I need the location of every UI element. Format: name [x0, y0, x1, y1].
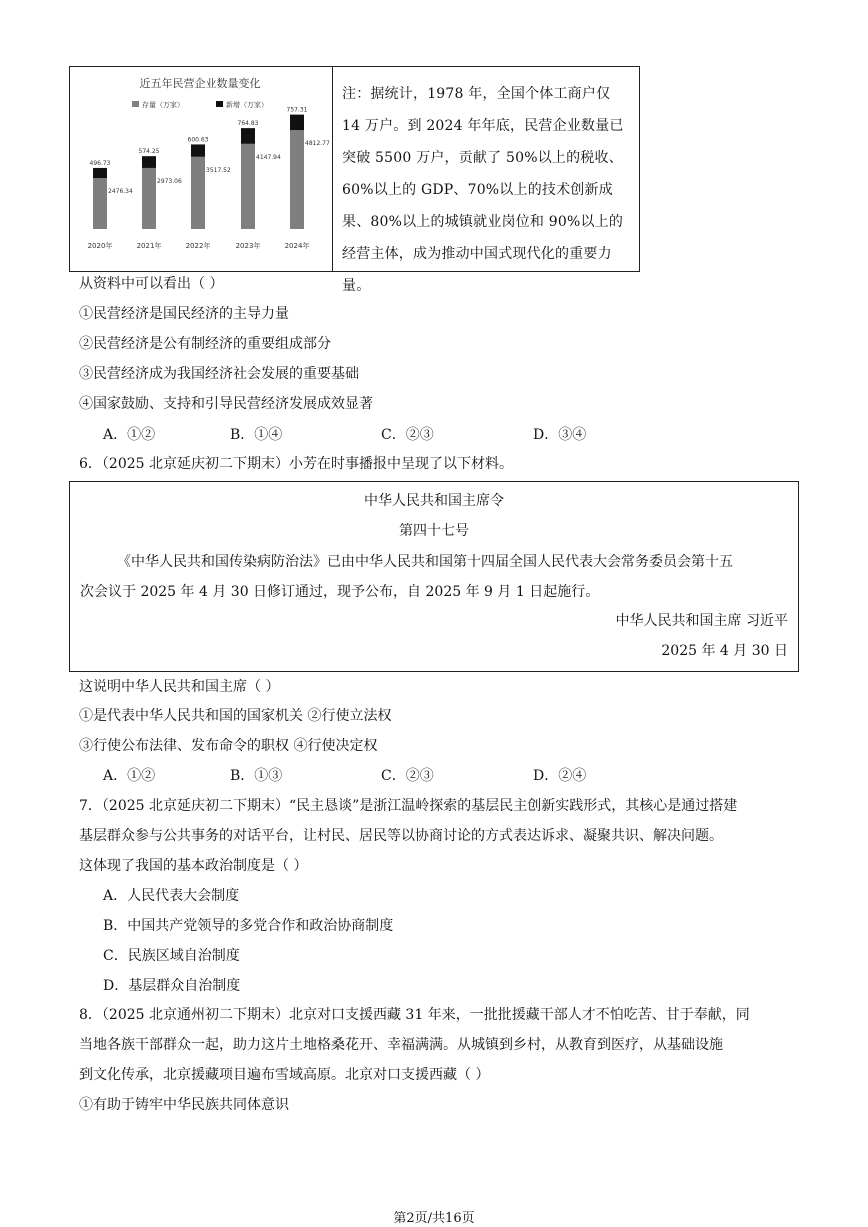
enterprise-bar-chart: [70, 67, 332, 271]
q7-option-b[interactable]: B．中国共产党领导的多党合作和政治协商制度: [103, 918, 394, 934]
label-stock-3: 4147.94: [256, 153, 281, 161]
chart-cell: [70, 67, 333, 271]
label-stock-1: 2973.06: [157, 177, 182, 185]
q7-line-1: 7．（2025 北京延庆初二下期末）“民主恳谈”是浙江温岭探索的基层民主创新实践形式，其核心是通过搭建: [79, 798, 738, 814]
q7-option-a[interactable]: A．人民代表大会制度: [103, 888, 240, 904]
bar-stock-1: [142, 168, 156, 229]
legend-swatch-new: [216, 101, 223, 107]
label-stock-0: 2476.34: [108, 188, 133, 196]
q7-line-3: 这体现了我国的基本政治制度是（ ）: [79, 858, 308, 874]
q5-option-b[interactable]: B．①④: [230, 427, 283, 443]
q8-line-3: 到文化传承，北京援藏项目遍布雪域高原。北京对口支援西藏（ ）: [79, 1067, 490, 1083]
bars-group: [88, 107, 330, 250]
q7-option-c[interactable]: C．民族区域自治制度: [103, 948, 240, 964]
bar-stock-4: [290, 130, 304, 229]
legend-label-stock: 存量（万家）: [142, 101, 184, 109]
label-new-3: 764.83: [237, 120, 259, 128]
presidential-order-box: [69, 481, 799, 672]
q6-option-d[interactable]: D．②④: [533, 768, 587, 784]
order-signature: 中华人民共和国主席 习近平: [615, 613, 788, 629]
legend-swatch-stock: [132, 101, 139, 107]
q6-items-line-2: ③行使公布法律、发布命令的职权 ④行使决定权: [79, 738, 378, 754]
q6-stem: 6．（2025 北京延庆初二下期末）小芳在时事播报中呈现了以下材料。: [79, 456, 513, 472]
order-number: 第四十七号: [399, 523, 469, 539]
q6-option-c[interactable]: C．②③: [381, 768, 434, 784]
q7-option-d[interactable]: D．基层群众自治制度: [103, 978, 241, 994]
q5-option-c[interactable]: C．②③: [381, 427, 434, 443]
label-new-4: 757.31: [286, 106, 308, 114]
q5-item-3: ③民营经济成为我国经济社会发展的重要基础: [79, 366, 359, 382]
q7-line-2: 基层群众参与公共事务的对话平台，让村民、居民等以协商讨论的方式表达诉求、凝聚共识、解决问题。: [79, 828, 723, 844]
x-tick-1: 2021年: [136, 242, 162, 250]
bar-stock-2: [191, 157, 205, 229]
q8-line-2: 当地各族干部群众一起，助力这片土地格桑花开、幸福满满。从城镇到乡村，从教育到医疗，从基础设施: [79, 1037, 723, 1053]
chart-title: 近五年民营企业数量变化: [139, 77, 261, 90]
page-footer: 第2页/共16页: [393, 1211, 475, 1226]
order-body-line-1: 《中华人民共和国传染病防治法》已由中华人民共和国第十四届全国人民代表大会常务委员会第十五: [117, 554, 733, 570]
bar-new-0: [93, 168, 107, 178]
q6-option-b[interactable]: B．①③: [230, 768, 283, 784]
q5-option-a[interactable]: A．①②: [103, 427, 156, 443]
bar-new-1: [142, 156, 156, 168]
x-tick-2: 2022年: [185, 242, 211, 250]
x-tick-0: 2020年: [87, 242, 113, 250]
q5-option-d[interactable]: D．③④: [533, 427, 587, 443]
label-stock-4: 4812.77: [305, 140, 330, 148]
label-new-0: 496.73: [89, 159, 111, 167]
bar-stock-0: [93, 178, 107, 229]
q8-line-1: 8．（2025 北京通州初二下期末）北京对口支援西藏 31 年来，一批批援藏干部人才不怕吃苦、甘于奉献，同: [79, 1007, 750, 1023]
q5-stem: 从资料中可以看出（ ）: [79, 276, 224, 292]
q5-item-2: ②民营经济是公有制经济的重要组成部分: [79, 336, 331, 352]
q5-item-1: ①民营经济是国民经济的主导力量: [79, 306, 289, 322]
chart-note: 注：据统计，1978 年，全国个体工商户仅 14 万户。到 2024 年年底，民营企业数量已突破 5500 万户，贡献了 50%以上的税收、60%以上的 GDP、70%以上的技术创新成果、80%以上的城镇就业岗位和 90%以上的经营主体，成为推动中国式现代化的重要力量。: [342, 86, 624, 294]
legend-label-new: 新增（万家）: [226, 101, 268, 109]
q8-item-1: ①有助于铸牢中华民族共同体意识: [79, 1097, 289, 1113]
q6-items-line-1: ①是代表中华人民共和国的国家机关 ②行使立法权: [79, 708, 392, 724]
q5-item-4: ④国家鼓励、支持和引导民营经济发展成效显著: [79, 396, 373, 412]
bar-stock-3: [241, 144, 255, 229]
label-stock-2: 3517.52: [206, 166, 231, 174]
order-body-line-2: 次会议于 2025 年 4 月 30 日修订通过，现予公布，自 2025 年 9 月 1 日起施行。: [80, 584, 600, 600]
x-tick-4: 2024年: [284, 242, 310, 250]
order-date: 2025 年 4 月 30 日: [661, 643, 788, 659]
label-new-1: 574.25: [138, 148, 160, 156]
q6-question: 这说明中华人民共和国主席（ ）: [79, 679, 280, 695]
order-title: 中华人民共和国主席令: [364, 493, 504, 509]
label-new-2: 600.63: [187, 136, 209, 144]
bar-new-3: [241, 128, 255, 144]
x-tick-3: 2023年: [235, 242, 261, 250]
bar-new-4: [290, 115, 304, 131]
bar-new-2: [191, 144, 205, 156]
q6-option-a[interactable]: A．①②: [103, 768, 156, 784]
